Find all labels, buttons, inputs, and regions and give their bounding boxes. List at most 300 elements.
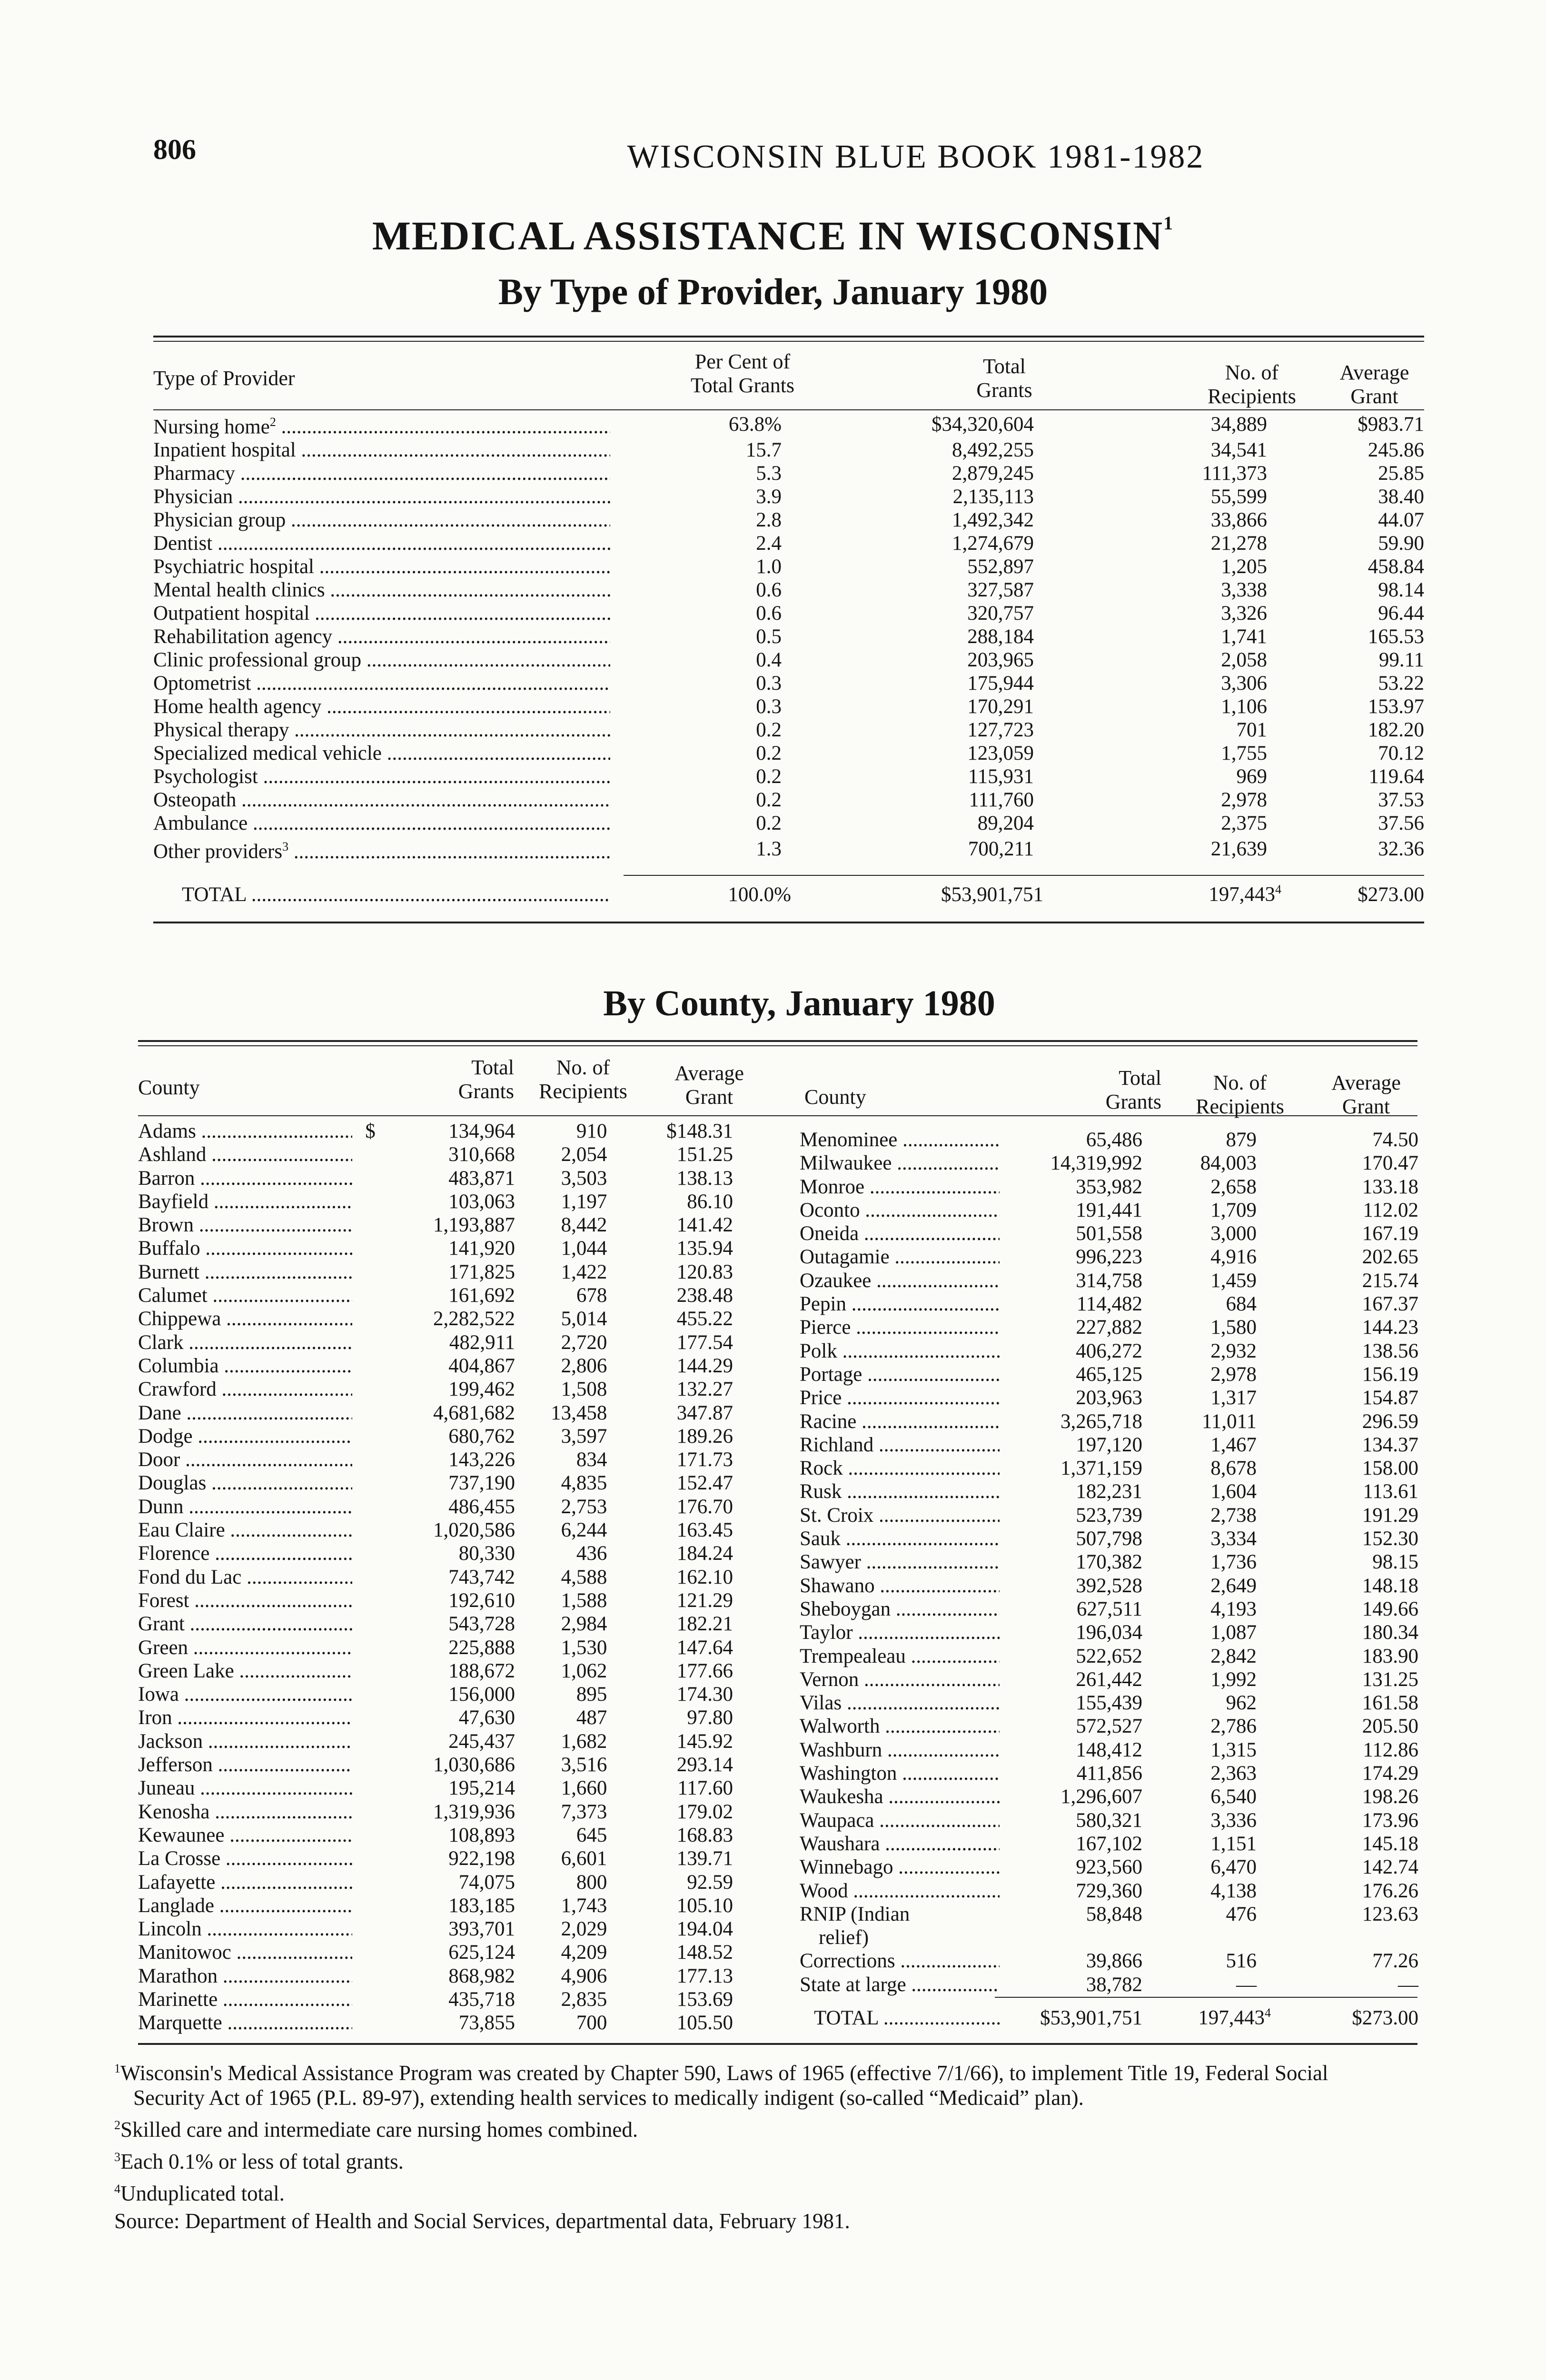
footnote-1 (114, 2056, 1399, 2110)
county-recipients: 3,336 (1210, 1809, 1257, 1832)
county-grants: 522,652 (1076, 1645, 1142, 1667)
county-average: 161.58 (1362, 1692, 1418, 1715)
county-name: Washington ..... (800, 1762, 1000, 1785)
county-average: 132.27 (676, 1378, 733, 1401)
footnotes (114, 2056, 1399, 2236)
county-recipients: 2,658 (1210, 1175, 1257, 1198)
county-currency (365, 1448, 394, 1471)
county-average: 177.66 (676, 1659, 733, 1682)
provider-name-text: Physician group (153, 509, 286, 532)
county-row (800, 1574, 1418, 1597)
provider-total-row (153, 863, 1424, 906)
county-name-cell (800, 1738, 1009, 1762)
provider-footnote-mark: 2 (269, 415, 276, 429)
county-name: Price ..... (800, 1386, 1000, 1409)
county-name: Lafayette ..... (138, 1871, 352, 1894)
provider-name (153, 532, 610, 555)
provider-name-cell (153, 695, 629, 718)
county-name-cell (138, 1495, 365, 1518)
county-grants: 155,439 (1076, 1692, 1142, 1715)
county-name-cell (138, 1988, 365, 2011)
county-name-cell (138, 1636, 365, 1659)
provider-recipients: 3,326 (1221, 602, 1267, 625)
county-grants: 501,558 (1076, 1222, 1142, 1245)
county-currency (365, 1847, 394, 1870)
county-row (138, 1190, 766, 1213)
county-corrections-name: Corrections ..... (800, 1949, 1000, 1973)
county-recipients: 2,842 (1210, 1645, 1257, 1667)
county-name: Iowa ..... (138, 1683, 352, 1706)
county-row (138, 1566, 766, 1589)
county-average: 134.37 (1362, 1433, 1418, 1456)
county-currency (365, 1659, 394, 1683)
county-row (138, 1847, 766, 1870)
county-recipients: 13,458 (551, 1401, 607, 1424)
county-name-cell (138, 1566, 365, 1589)
county-recipients: 1,530 (561, 1636, 607, 1659)
county-name: Waukesha ..... (800, 1785, 1000, 1808)
county-header-average-right (1314, 1071, 1418, 1119)
main-title-footnote-mark: 1 (1163, 212, 1174, 234)
county-name-cell (138, 1824, 365, 1847)
county-recipients: 1,508 (561, 1378, 607, 1401)
county-recipients: 2,029 (561, 1918, 607, 1941)
county-row (138, 1917, 766, 1941)
county-name: Door ..... (138, 1448, 352, 1471)
provider-spacer (629, 555, 667, 578)
county-row (800, 1269, 1418, 1292)
county-name-cell (800, 1597, 1009, 1621)
county-average: 174.30 (676, 1683, 733, 1706)
provider-row (153, 508, 1424, 532)
county-name-cell (800, 1668, 1009, 1691)
county-average: 156.19 (1362, 1363, 1418, 1386)
provider-grants: 123,059 (967, 742, 1034, 765)
county-name: Trempealeau ..... (800, 1645, 1000, 1668)
county-row (800, 1504, 1418, 1527)
county-name-cell (138, 1331, 365, 1354)
county-row (138, 1378, 766, 1401)
provider-recipients: 34,541 (1210, 439, 1267, 462)
provider-percent: 63.8% (728, 413, 782, 436)
county-recipients: 1,660 (561, 1777, 607, 1800)
county-grants: 923,560 (1076, 1856, 1142, 1879)
provider-average: 458.84 (1368, 555, 1424, 578)
county-recipients: 962 (1226, 1692, 1257, 1715)
county-currency (365, 1730, 394, 1753)
provider-row (153, 742, 1424, 765)
county-row (138, 1706, 766, 1729)
county-table-right (800, 1128, 1418, 2030)
provider-percent: 2.8 (756, 509, 782, 532)
county-name-cell (800, 1410, 1009, 1433)
county-section-title: By County, January 1980 (603, 983, 995, 1023)
county-row (138, 1659, 766, 1683)
county-row-rnip-cont (800, 1926, 1418, 1949)
provider-name-text: Nursing home (153, 416, 270, 438)
provider-name-text: Home health agency (153, 695, 322, 718)
county-currency (365, 1143, 394, 1166)
county-name-cell (800, 1128, 1009, 1151)
county-name: Ozaukee ..... (800, 1269, 1000, 1292)
county-header-recipients-right-line2: Recipients (1196, 1095, 1284, 1118)
county-name: Buffalo ..... (138, 1237, 352, 1260)
county-recipients: 895 (576, 1683, 607, 1706)
county-average: 131.25 (1362, 1668, 1418, 1691)
county-currency (365, 1894, 394, 1917)
county-name-cell (800, 1621, 1009, 1644)
provider-name-text: Outpatient hospital (153, 602, 310, 625)
county-total-grants: $53,901,751 (1040, 2006, 1142, 2029)
county-recipients: 2,720 (561, 1331, 607, 1354)
county-name: Sauk ..... (800, 1527, 1000, 1550)
county-grants: 627,511 (1076, 1597, 1142, 1620)
county-average: 145.18 (1362, 1832, 1418, 1855)
county-grants: 183,185 (448, 1894, 515, 1917)
county-row (800, 1292, 1418, 1316)
county-name: Waushara ..... (800, 1832, 1000, 1855)
provider-header-percent (652, 350, 833, 397)
county-grants: 73,855 (458, 2012, 515, 2034)
provider-name-cell (153, 555, 629, 578)
county-recipients: 834 (576, 1448, 607, 1471)
county-row (800, 1645, 1418, 1668)
county-grants: 227,882 (1076, 1316, 1142, 1339)
county-name: Marathon ..... (138, 1964, 352, 1988)
county-name-cell (800, 1550, 1009, 1574)
county-header-recipients-right-line1: No. of (1213, 1071, 1267, 1094)
provider-recipients: 2,978 (1221, 789, 1267, 812)
provider-name (153, 835, 610, 863)
county-grants: 3,265,718 (1060, 1410, 1142, 1433)
county-recipients: 6,601 (561, 1847, 607, 1870)
county-name: Sheboygan ..... (800, 1597, 1000, 1621)
county-currency (365, 1964, 394, 1988)
county-name: Grant ..... (138, 1612, 352, 1636)
county-recipients: 3,503 (561, 1167, 607, 1190)
county-name-cell (138, 1401, 365, 1425)
provider-name-cell (153, 485, 629, 508)
provider-average: 25.85 (1378, 462, 1424, 485)
county-grants: 225,888 (448, 1636, 515, 1659)
county-recipients: 2,054 (561, 1143, 607, 1166)
provider-spacer (629, 410, 667, 438)
county-average: 105.10 (676, 1894, 733, 1917)
county-average: 154.87 (1362, 1387, 1418, 1409)
county-header-total-right-line2: Grants (1105, 1090, 1161, 1113)
provider-average: $983.71 (1358, 413, 1424, 436)
county-currency (365, 1190, 394, 1213)
provider-total-label: TOTAL ..... (182, 883, 610, 906)
provider-header-type: Type of Provider (153, 367, 295, 390)
county-average: 167.37 (1362, 1293, 1418, 1316)
county-average: 105.50 (676, 2012, 733, 2034)
county-average: 152.47 (676, 1472, 733, 1495)
provider-table-body (153, 410, 1424, 863)
provider-percent: 0.2 (756, 812, 782, 835)
county-name-cell (138, 1941, 365, 1964)
provider-grants: 1,274,679 (952, 532, 1034, 555)
county-grants: 156,000 (448, 1683, 515, 1706)
county-recipients: 487 (576, 1706, 607, 1729)
county-currency (365, 1636, 394, 1659)
county-name: Ashland ..... (138, 1143, 352, 1166)
main-title (0, 212, 1546, 259)
provider-spacer (629, 578, 667, 602)
county-name-cell (138, 1213, 365, 1237)
provider-spacer (629, 788, 667, 812)
footnote-3 (114, 2145, 1399, 2174)
county-row (800, 1433, 1418, 1457)
county-name-cell (800, 1339, 1009, 1363)
provider-name-cell (153, 718, 629, 742)
county-row (800, 1457, 1418, 1480)
county-row (138, 1730, 766, 1753)
county-name-cell (800, 1480, 1009, 1503)
county-grants: 393,701 (448, 1918, 515, 1941)
county-recipients: 1,743 (561, 1894, 607, 1917)
county-name: Racine ..... (800, 1410, 1000, 1433)
county-name: Taylor ..... (800, 1621, 1000, 1644)
provider-grants: 175,944 (967, 672, 1034, 695)
provider-header-total (933, 355, 1076, 402)
county-average: 145.92 (676, 1730, 733, 1753)
county-name: Barron ..... (138, 1167, 352, 1190)
county-currency (365, 1824, 394, 1847)
provider-name-cell (153, 438, 629, 462)
county-row (800, 1855, 1418, 1879)
county-grants: 143,226 (448, 1448, 515, 1471)
county-total-label-cell (800, 1996, 1009, 2030)
provider-average: 153.97 (1368, 695, 1424, 718)
provider-spacer (629, 485, 667, 508)
county-name: Shawano ..... (800, 1574, 1000, 1597)
county-grants: 406,272 (1076, 1339, 1142, 1362)
county-name: Florence ..... (138, 1542, 352, 1565)
provider-row (153, 695, 1424, 718)
county-grants: 486,455 (448, 1495, 515, 1518)
footnote-4 (114, 2177, 1399, 2206)
county-recipients: 1,422 (561, 1260, 607, 1283)
county-row (800, 1597, 1418, 1621)
provider-name-cell (153, 812, 629, 835)
provider-grants: 89,204 (977, 812, 1034, 835)
provider-grants: 115,931 (968, 765, 1034, 788)
provider-row (153, 602, 1424, 625)
provider-header-total-line1: Total (983, 355, 1026, 378)
county-name-cell (138, 1589, 365, 1612)
provider-row (153, 532, 1424, 555)
county-currency (365, 1518, 394, 1542)
county-corrections-grants: 39,866 (1086, 1950, 1142, 1973)
footnote-4-text: Unduplicated total. (120, 2182, 285, 2205)
county-recipients: 2,738 (1210, 1504, 1257, 1527)
county-name: Dodge ..... (138, 1425, 352, 1448)
county-recipients: 6,470 (1210, 1856, 1257, 1879)
county-grants: 171,825 (448, 1260, 515, 1283)
main-title-text: MEDICAL ASSISTANCE IN WISCONSIN (372, 213, 1164, 258)
county-recipients: 1,588 (561, 1589, 607, 1612)
county-recipients: 84,003 (1200, 1152, 1257, 1175)
provider-recipients: 33,866 (1210, 509, 1267, 532)
provider-name-text: Dentist (153, 532, 213, 555)
county-average: 174.29 (1362, 1762, 1418, 1785)
county-name: Oneida ..... (800, 1222, 1000, 1245)
county-average: 180.34 (1362, 1621, 1418, 1644)
county-row (800, 1151, 1418, 1175)
provider-footnote-mark: 3 (282, 840, 289, 854)
county-average: 189.26 (676, 1425, 733, 1448)
county-recipients: 8,678 (1210, 1457, 1257, 1480)
provider-grants: 1,492,342 (952, 509, 1034, 532)
county-recipients: 1,992 (1210, 1668, 1257, 1691)
county-average: 97.80 (687, 1706, 733, 1729)
county-row (800, 1879, 1418, 1903)
provider-spacer (629, 765, 667, 788)
county-grants: 2,282,522 (433, 1308, 515, 1330)
provider-name-cell (153, 602, 629, 625)
county-recipients: 2,932 (1210, 1339, 1257, 1362)
county-row (138, 1636, 766, 1659)
county-total-footnote-mark: 4 (1265, 2006, 1271, 2020)
provider-grants: 8,492,255 (952, 439, 1034, 462)
county-average: 171.73 (676, 1448, 733, 1471)
county-currency (365, 1706, 394, 1729)
county-rnip-name-line2: relief) (819, 1926, 869, 1949)
county-grants: 134,964 (448, 1120, 515, 1142)
provider-total-label-cell (153, 863, 629, 906)
county-row (800, 1410, 1418, 1433)
county-grants: 197,120 (1076, 1433, 1142, 1456)
county-recipients: 3,516 (561, 1754, 607, 1776)
county-row (138, 1143, 766, 1166)
county-header-recipients-left-line2: Recipients (539, 1080, 627, 1103)
county-name: Iron ..... (138, 1706, 352, 1729)
provider-grants: 2,135,113 (952, 486, 1034, 508)
county-name: Polk ..... (800, 1339, 1000, 1363)
county-recipients: 4,193 (1210, 1597, 1257, 1620)
provider-name-text: Osteopath (153, 789, 237, 812)
footnote-2 (114, 2113, 1399, 2142)
county-average: 74.50 (1372, 1129, 1418, 1151)
provider-grants: 327,587 (967, 579, 1034, 602)
county-recipients: 3,000 (1210, 1222, 1257, 1245)
county-name-cell (138, 1354, 365, 1378)
county-recipients: 2,835 (561, 1988, 607, 2011)
county-currency (365, 1401, 394, 1425)
provider-spacer (629, 742, 667, 765)
county-grants: 245,437 (448, 1730, 515, 1753)
county-average: 183.90 (1362, 1645, 1418, 1667)
county-average: 158.00 (1362, 1457, 1418, 1480)
provider-header-recipients-line1: No. of (1225, 361, 1279, 384)
provider-percent: 0.5 (756, 625, 782, 648)
county-average: 133.18 (1362, 1175, 1418, 1198)
county-name: Kenosha ..... (138, 1800, 352, 1824)
county-row (800, 1715, 1418, 1738)
provider-total-avg: $273.00 (1358, 883, 1424, 906)
county-grants: 203,963 (1076, 1387, 1142, 1409)
county-average: 215.74 (1362, 1269, 1418, 1292)
county-average: 86.10 (687, 1190, 733, 1213)
county-name-cell (138, 1425, 365, 1448)
county-row (138, 1612, 766, 1636)
county-name-cell (800, 1175, 1009, 1199)
county-average: 179.02 (676, 1800, 733, 1823)
county-name-cell (138, 1753, 365, 1776)
provider-total-pct: 100.0% (728, 883, 791, 906)
county-grants: 103,063 (448, 1190, 515, 1213)
county-header-total-left-line2: Grants (458, 1080, 514, 1103)
provider-row (153, 485, 1424, 508)
county-average: 162.10 (676, 1566, 733, 1588)
county-row (138, 1167, 766, 1190)
county-recipients: 2,753 (561, 1495, 607, 1518)
county-row (138, 1401, 766, 1425)
county-recipients: 2,363 (1210, 1762, 1257, 1785)
provider-name-text: Psychologist (153, 765, 258, 788)
county-grants: 411,856 (1076, 1762, 1142, 1785)
provider-recipients: 3,306 (1221, 672, 1267, 695)
county-recipients: 1,062 (561, 1659, 607, 1682)
county-row (800, 1128, 1418, 1151)
county-name: Eau Claire ..... (138, 1518, 352, 1542)
county-grants: 196,034 (1076, 1621, 1142, 1644)
provider-recipients: 701 (1236, 719, 1267, 742)
county-average: 135.94 (676, 1237, 733, 1260)
county-grants: 191,441 (1076, 1199, 1142, 1221)
provider-recipients: 34,889 (1210, 413, 1267, 436)
county-name: Vernon ..... (800, 1668, 1000, 1691)
county-name: Forest ..... (138, 1589, 352, 1612)
county-name-cell (800, 1269, 1009, 1292)
county-name: Fond du Lac ..... (138, 1566, 352, 1589)
provider-grants: 2,879,245 (952, 462, 1034, 485)
provider-recipients: 21,639 (1210, 838, 1267, 861)
provider-percent: 0.2 (756, 742, 782, 765)
county-recipients: 2,806 (561, 1354, 607, 1377)
provider-table-bottom-rule (153, 922, 1424, 923)
county-name-cell (138, 1143, 365, 1166)
county-row (800, 1339, 1418, 1363)
provider-name-text: Rehabilitation agency (153, 625, 333, 648)
county-state-recipients: — (1236, 1973, 1257, 1996)
county-grants: 195,214 (448, 1777, 515, 1800)
county-row (800, 1199, 1418, 1222)
county-grants: 523,739 (1076, 1504, 1142, 1527)
county-grants: 170,382 (1076, 1551, 1142, 1574)
county-recipients: 1,315 (1210, 1738, 1257, 1761)
county-grants: 404,867 (448, 1354, 515, 1377)
county-name: Brown ..... (138, 1213, 352, 1237)
county-name: Walworth ..... (800, 1715, 1000, 1738)
county-average: 151.25 (676, 1143, 733, 1166)
county-total-recipients (1161, 1996, 1290, 2030)
county-name: Calumet ..... (138, 1284, 352, 1307)
county-grants: 65,486 (1086, 1129, 1142, 1151)
county-average: 182.21 (676, 1613, 733, 1636)
county-table-left (138, 1120, 766, 2035)
county-currency (365, 1800, 394, 1824)
county-recipients: 1,044 (561, 1237, 607, 1260)
county-recipients: 8,442 (561, 1214, 607, 1237)
county-row (138, 1964, 766, 1988)
county-grants: 188,672 (448, 1659, 515, 1682)
county-row (138, 1542, 766, 1565)
provider-average: 37.56 (1378, 812, 1424, 835)
county-grants: 114,482 (1076, 1293, 1142, 1316)
county-row (138, 1120, 766, 1143)
